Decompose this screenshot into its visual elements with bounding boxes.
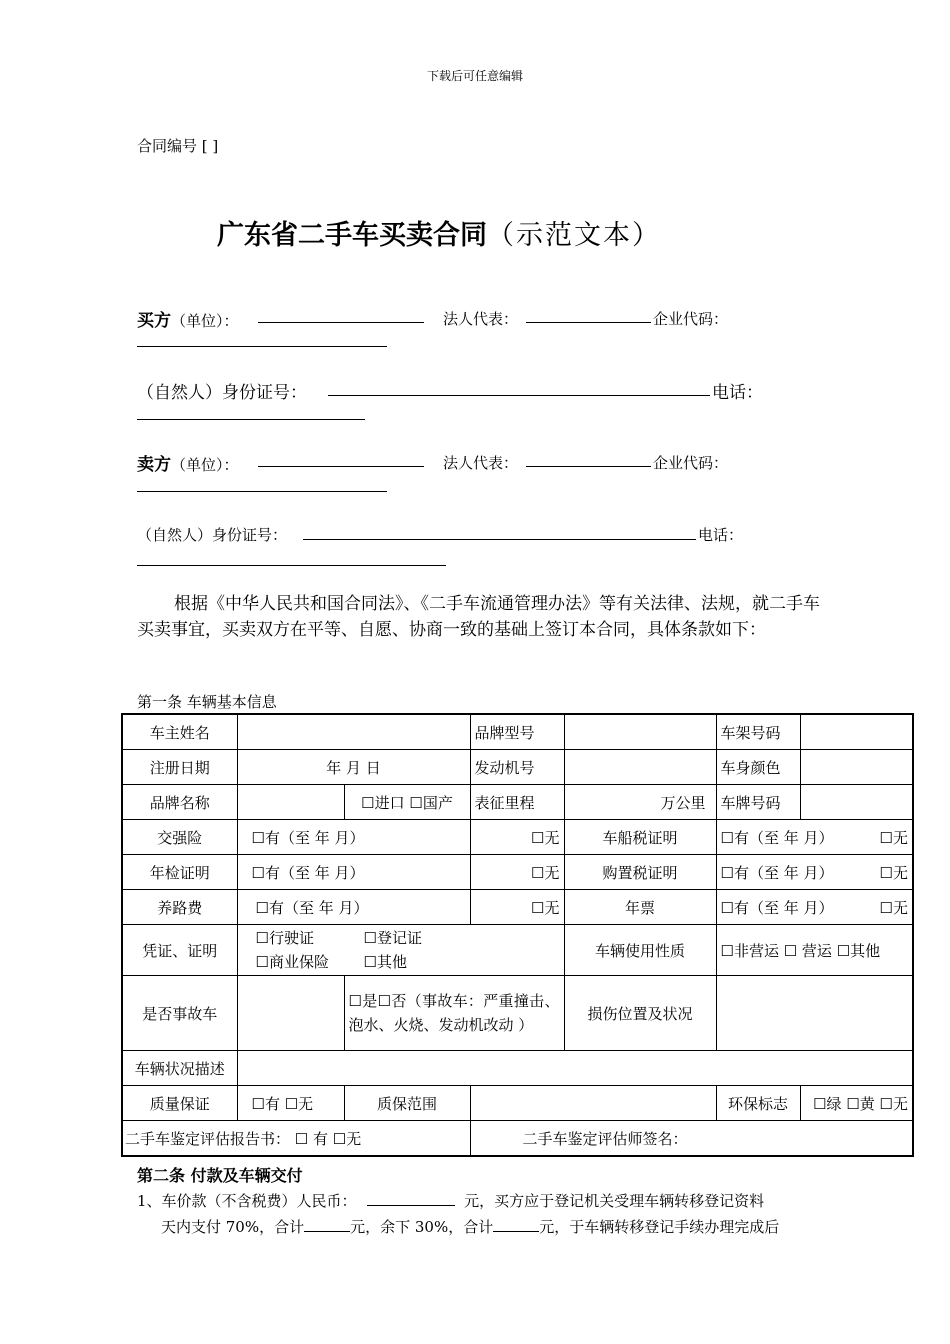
warranty-scope-cell[interactable] [470,1086,716,1121]
vessel-tax-no[interactable]: ☐无 [879,828,908,847]
seller-unit-label: （单位）： [171,456,239,474]
payment-line-2 [161,1216,779,1237]
table-row [122,1051,913,1086]
price-field[interactable] [367,1191,455,1206]
intro-paragraph: 根据《中华人民共和国合同法》、《二手车流通管理办法》等有关法律、法规，就二手车买卖事宜，买卖双方在平等、自愿、协商一致的基础上签订本合同，具体条款如下： [137,594,820,640]
annual-ticket-label: 年票 [564,890,716,925]
table-row [122,976,913,1051]
purchase-tax-options[interactable] [716,855,913,890]
purchase-tax-label: 购置税证明 [564,855,716,890]
buyer-phone-field[interactable] [137,419,365,420]
plate-label: 车牌号码 [716,785,800,820]
buyer-unit-label: （单位）： [171,312,239,330]
usage-nature-options[interactable]: ☐非营运 ☐ 营运 ☐其他 [716,925,913,976]
price-terms: 元，买方应于登记机关受理车辆转移登记资料 [464,1192,765,1210]
inspection-no[interactable]: ☐无 [470,855,564,890]
remaining-field[interactable] [493,1217,539,1232]
vessel-tax-yes[interactable]: ☐有（至 年 月） [720,828,834,847]
documents-options[interactable] [237,925,564,976]
usage-nature-label: 车辆使用性质 [564,925,716,976]
table-row [122,1121,913,1157]
annual-ticket-options[interactable] [716,890,913,925]
documents-label: 凭证、证明 [122,925,237,976]
road-fee-yes[interactable]: ☐有（至 年 月） [237,890,470,925]
appraisal-report[interactable]: 二手车鉴定评估报告书： ☐ 有 ☐无 [122,1121,470,1157]
section-2-heading: 第二条 付款及车辆交付 [137,1166,303,1185]
eco-label-label: 环保标志 [716,1086,800,1121]
seller-unit-field[interactable] [258,466,424,467]
buyer-unit-field[interactable] [258,322,424,323]
warranty-scope-label: 质保范围 [344,1086,470,1121]
table-row [122,714,913,750]
table-row [122,925,913,976]
compulsory-insurance-yes[interactable]: ☐有（至 年 月） [237,820,470,855]
first-payment-text: 天内支付 70%，合计 [161,1218,305,1236]
brand-name-label: 品牌名称 [122,785,237,820]
engine-no-cell[interactable] [564,750,716,785]
purchase-tax-yes[interactable]: ☐有（至 年 月） [720,863,834,882]
seller-code-label: 企业代码： [653,454,729,472]
eco-label-options[interactable]: ☐绿 ☐黄 ☐无 [800,1086,913,1121]
seller-person-label: （自然人）身份证号： [137,526,288,544]
import-domestic-options[interactable]: ☐进口 ☐国产 [344,785,470,820]
buyer-person-label: （自然人）身份证号： [137,383,307,403]
road-fee-no[interactable]: ☐无 [470,890,564,925]
brand-model-cell[interactable] [564,714,716,750]
buyer-id-field[interactable] [328,395,710,396]
price-label: 1、车价款（不含税费）人民币： [137,1192,357,1210]
first-payment-field[interactable] [304,1217,350,1232]
damage-label: 损伤位置及状况 [564,976,716,1051]
table-row [122,820,913,855]
buyer-phone-label: 电话： [712,383,763,403]
document-title [217,213,661,252]
warranty-label: 质量保证 [122,1086,237,1121]
vehicle-info-table [121,713,914,1157]
owner-name-label: 车主姓名 [122,714,237,750]
seller-unit-line [137,450,239,475]
section-1-heading: 第一条 车辆基本信息 [137,693,277,711]
seller-code-field[interactable] [137,491,387,492]
compulsory-insurance-no[interactable]: ☐无 [470,820,564,855]
title-sub: （示范文本） [487,220,661,251]
vessel-tax-label: 车船税证明 [564,820,716,855]
payment-line-1 [137,1190,764,1211]
accident-blank-cell [237,976,344,1051]
buyer-rep-field[interactable] [526,322,651,323]
buyer-rep-label: 法人代表： [443,310,519,328]
condition-label: 车辆状况描述 [122,1051,237,1086]
title-main: 广东省二手车买卖合同 [217,220,487,251]
vessel-tax-options[interactable] [716,820,913,855]
seller-rep-label: 法人代表： [443,454,519,472]
table-row [122,750,913,785]
commercial-insurance-check[interactable]: ☐商业保险 [255,953,329,971]
accident-options[interactable]: ☐是☐否（事故车：严重撞击、泡水、火烧、发动机改动 ） [344,976,564,1051]
final-terms: 元，于车辆转移登记手续办理完成后 [539,1218,780,1236]
table-row [122,785,913,820]
plate-cell[interactable] [800,785,913,820]
body-color-cell[interactable] [800,750,913,785]
engine-no-label: 发动机号 [470,750,564,785]
buyer-label: 买方 [137,311,171,331]
buyer-code-field[interactable] [137,346,387,347]
reg-date-label: 注册日期 [122,750,237,785]
appraiser-signature[interactable]: 二手车鉴定评估师签名： [470,1121,913,1157]
table-row [122,1086,913,1121]
road-fee-label: 养路费 [122,890,237,925]
seller-rep-field[interactable] [526,466,651,467]
brand-name-cell[interactable] [237,785,344,820]
annual-ticket-yes[interactable]: ☐有（至 年 月） [720,898,834,917]
table-row [122,855,913,890]
purchase-tax-no[interactable]: ☐无 [879,863,908,882]
driving-license-check[interactable]: ☐行驶证 [255,929,314,947]
header-note: 下载后可任意编辑 [426,69,523,83]
buyer-unit-line [137,306,239,331]
damage-cell[interactable] [716,976,913,1051]
mileage-cell[interactable]: 万公里 [564,785,716,820]
accident-label: 是否事故车 [122,976,237,1051]
seller-id-field[interactable] [303,539,696,540]
remaining-text: 元，余下 30%，合计 [350,1218,494,1236]
table-row [122,890,913,925]
vin-cell[interactable] [800,714,913,750]
seller-label: 卖方 [137,455,171,475]
seller-phone-label: 电话： [698,526,744,544]
annual-ticket-no[interactable]: ☐无 [879,898,908,917]
brand-model-label: 品牌型号 [470,714,564,750]
condition-cell[interactable] [237,1051,913,1086]
registration-cert-check[interactable]: ☐登记证 [363,929,422,947]
mileage-label: 表征里程 [470,785,564,820]
owner-name-cell[interactable] [237,714,470,750]
other-doc-check[interactable]: ☐其他 [363,953,407,971]
inspection-label: 年检证明 [122,855,237,890]
reg-date-cell[interactable]: 年 月 日 [237,750,470,785]
buyer-code-label: 企业代码： [653,310,729,328]
warranty-options[interactable]: ☐有 ☐无 [237,1086,344,1121]
inspection-yes[interactable]: ☐有（至 年 月） [237,855,470,890]
contract-number: 合同编号 [ ] [137,137,219,155]
vin-label: 车架号码 [716,714,800,750]
seller-phone-field[interactable] [137,565,446,566]
compulsory-insurance-label: 交强险 [122,820,237,855]
body-color-label: 车身颜色 [716,750,800,785]
